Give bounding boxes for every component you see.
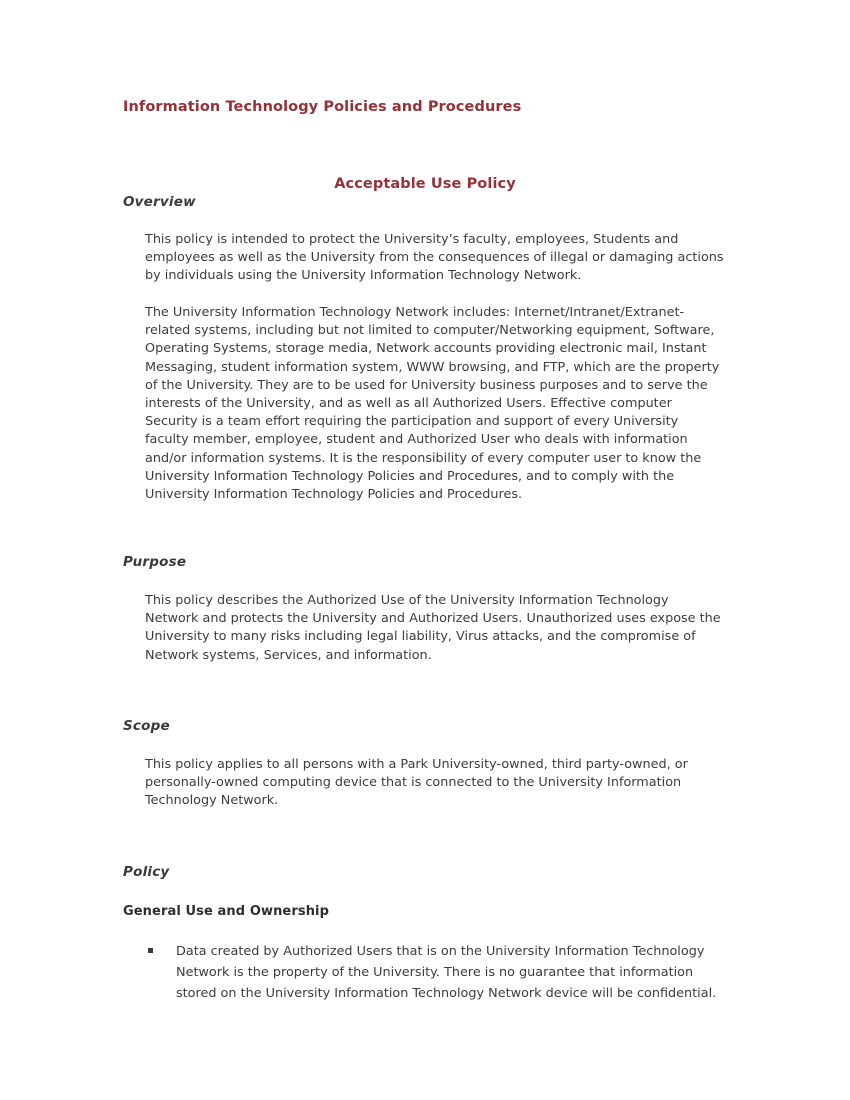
overview-paragraph-1: This policy is intended to protect the University’s faculty, employees, Students and employees as well as the University from the consequences of illegal or damaging actions by individuals using the University Information Technology Network. (145, 232, 724, 284)
subsection-heading-general-use-and-ownership: General Use and Ownership (123, 904, 330, 919)
purpose-paragraph-1: This policy describes the Authorized Use of the University Information Technology Network and protects the University and Authorized Users. Unauthorized uses expose the University to many risks including legal liability, Virus attacks, and the compromise of Network systems, Services, and information. (145, 593, 721, 663)
scope-paragraph-1: This policy applies to all persons with a Park University-owned, third party-owned, or personally-owned computing device that is connected to the University Information Technology Network. (145, 757, 688, 809)
section-heading-policy: Policy (123, 864, 170, 880)
list-item (145, 941, 725, 1004)
overview-paragraph-2: The University Information Technology Network includes: Internet/Intranet/Extranet-related systems, including but not limited to computer/Networking equipment, Software, Operating Systems, storage media, Network accounts providing electronic mail, Instant Messaging, student information system, WWW browsing, and FTP, which are the property of the University. They are to be used for University business purposes and to serve the interests of the University, and as well as all Authorized Users. Effective computer Security is a team effort requiring the participation and support of every University faculty member, employee, student and Authorized User who deals with information and/or information systems. It is the responsibility of every computer user to know the University Information Technology Policies and Procedures, and to comply with the University Information Technology Policies and Procedures. (145, 305, 720, 503)
square-bullet-icon (148, 948, 153, 953)
policy-bullet-list (145, 941, 725, 1004)
section-heading-purpose: Purpose (123, 554, 187, 570)
list-item-text: Data created by Authorized Users that is on the University Information Technology Network is the property of the University. There is no guarantee that information stored on the University Information Technology Network device will be confidential. (176, 944, 717, 1001)
section-heading-scope: Scope (123, 718, 170, 734)
section-heading-overview: Overview (123, 194, 196, 210)
policy-subtitle: Acceptable Use Policy (334, 176, 516, 192)
document-title: Information Technology Policies and Procedures (123, 99, 522, 115)
